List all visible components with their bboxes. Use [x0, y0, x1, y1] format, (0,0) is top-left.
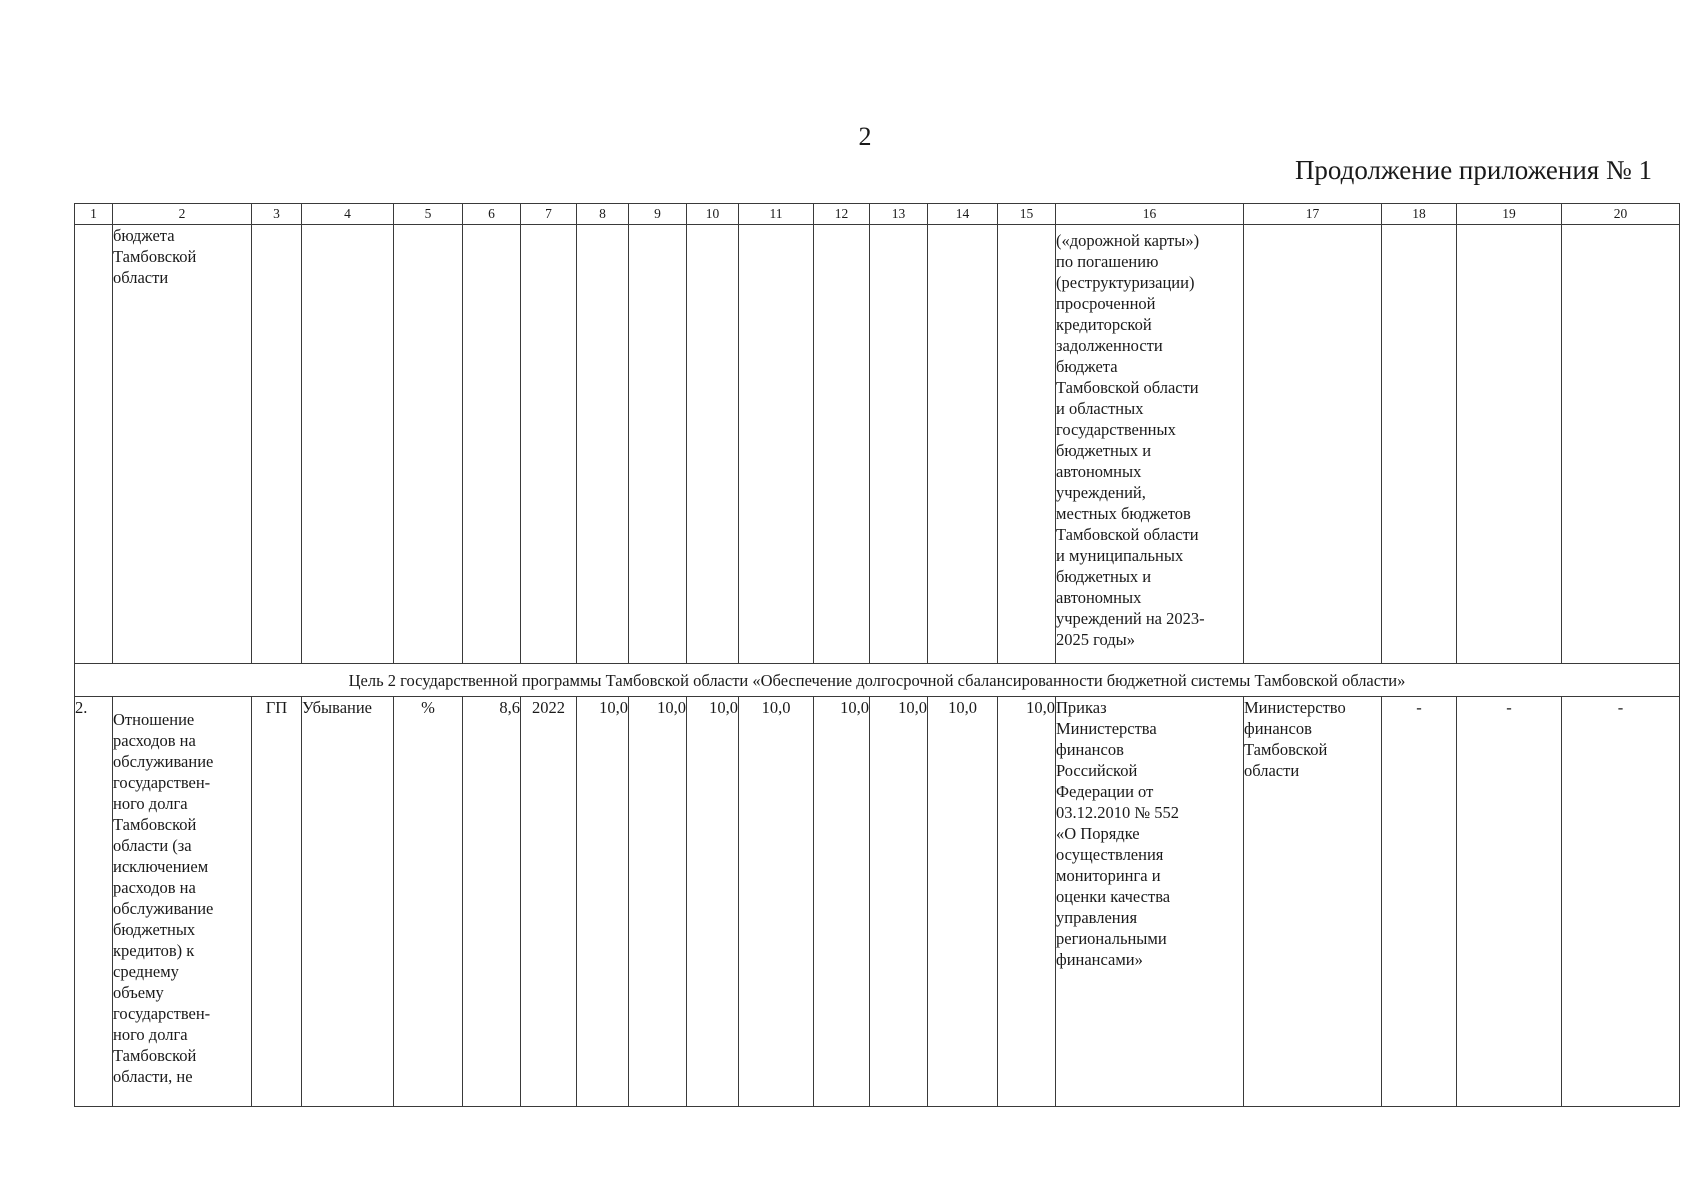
column-number: 11 — [739, 204, 814, 225]
column-number: 14 — [928, 204, 998, 225]
column-number: 1 — [75, 204, 113, 225]
column-number: 3 — [252, 204, 302, 225]
column-number: 15 — [998, 204, 1056, 225]
column-number: 8 — [577, 204, 629, 225]
column-number: 7 — [521, 204, 577, 225]
target-value: 10,0 — [998, 697, 1056, 1107]
table-cell — [1382, 225, 1457, 664]
column-number: 10 — [687, 204, 739, 225]
table-cell — [302, 225, 394, 664]
empty-value: - — [1382, 697, 1457, 1107]
column-number: 2 — [113, 204, 252, 225]
column-number: 16 — [1056, 204, 1244, 225]
table-cell — [998, 225, 1056, 664]
indicator-source: Приказ Министерства финансов Российской Федерации от 03.12.2010 № 552 «О Порядке осуществления мониторинга и оценки качества управления региональными финансами» — [1056, 697, 1244, 1107]
goal-heading: Цель 2 государственной программы Тамбовской области «Обеспечение долгосрочной сбалансированности бюджетной системы Тамбовской области» — [75, 664, 1680, 697]
target-value: 10,0 — [629, 697, 687, 1107]
base-value: 8,6 — [463, 697, 521, 1107]
goal-row — [75, 664, 1680, 697]
table-cell — [687, 225, 739, 664]
base-year: 2022 — [521, 697, 577, 1107]
table-cell — [394, 225, 463, 664]
table-cell — [1457, 225, 1562, 664]
indicator-type: ГП — [252, 697, 302, 1107]
responsible-body: Министерство финансов Тамбовской области — [1244, 697, 1382, 1107]
indicator-trend: Убывание — [302, 697, 394, 1107]
table-cell — [629, 225, 687, 664]
empty-value: - — [1457, 697, 1562, 1107]
table-cell — [1244, 225, 1382, 664]
table-cell — [739, 225, 814, 664]
target-value: 10,0 — [577, 697, 629, 1107]
column-number: 13 — [870, 204, 928, 225]
column-number: 9 — [629, 204, 687, 225]
column-number: 5 — [394, 204, 463, 225]
appendix-title: Продолжение приложения № 1 — [1294, 155, 1652, 185]
indicator-name: Отношение расходов на обслуживание государствен- ного долга Тамбовской области (за исключением расходов на обслуживание бюджетных кредитов) к среднему объему государствен- ного долга Тамбовской области, не — [113, 697, 252, 1107]
target-value: 10,0 — [814, 697, 870, 1107]
indicators-table — [74, 203, 1680, 1107]
column-number: 18 — [1382, 204, 1457, 225]
column-number: 6 — [463, 204, 521, 225]
indicator-row — [75, 697, 1680, 1107]
table-cell — [463, 225, 521, 664]
column-number: 12 — [814, 204, 870, 225]
unit: % — [394, 697, 463, 1107]
target-value: 10,0 — [928, 697, 998, 1107]
table-cell — [75, 225, 113, 664]
target-value: 10,0 — [687, 697, 739, 1107]
table-cell — [814, 225, 870, 664]
target-value: 10,0 — [739, 697, 814, 1107]
table-cell — [252, 225, 302, 664]
page-number: 2 — [858, 122, 872, 151]
column-number-row — [75, 204, 1680, 225]
column-number: 17 — [1244, 204, 1382, 225]
source-continued: («дорожной карты») по погашению (реструктуризации) просроченной кредиторской задолженности бюджета Тамбовской области и областных государственных бюджетных и автономных учреждений, местных бюджетов Тамбовской области и муниципальных бюджетных и автономных учреждений на 2023- 2025 годы» — [1056, 225, 1244, 664]
column-number: 20 — [1562, 204, 1680, 225]
table-cell — [521, 225, 577, 664]
table-cell — [1562, 225, 1680, 664]
target-value: 10,0 — [870, 697, 928, 1107]
table-cell — [577, 225, 629, 664]
column-number: 19 — [1457, 204, 1562, 225]
table-cell — [870, 225, 928, 664]
continuation-row — [75, 225, 1680, 664]
column-number: 4 — [302, 204, 394, 225]
row-number: 2. — [75, 697, 113, 1107]
table-cell — [928, 225, 998, 664]
indicator-name-continued: бюджета Тамбовской области — [113, 225, 252, 664]
empty-value: - — [1562, 697, 1680, 1107]
